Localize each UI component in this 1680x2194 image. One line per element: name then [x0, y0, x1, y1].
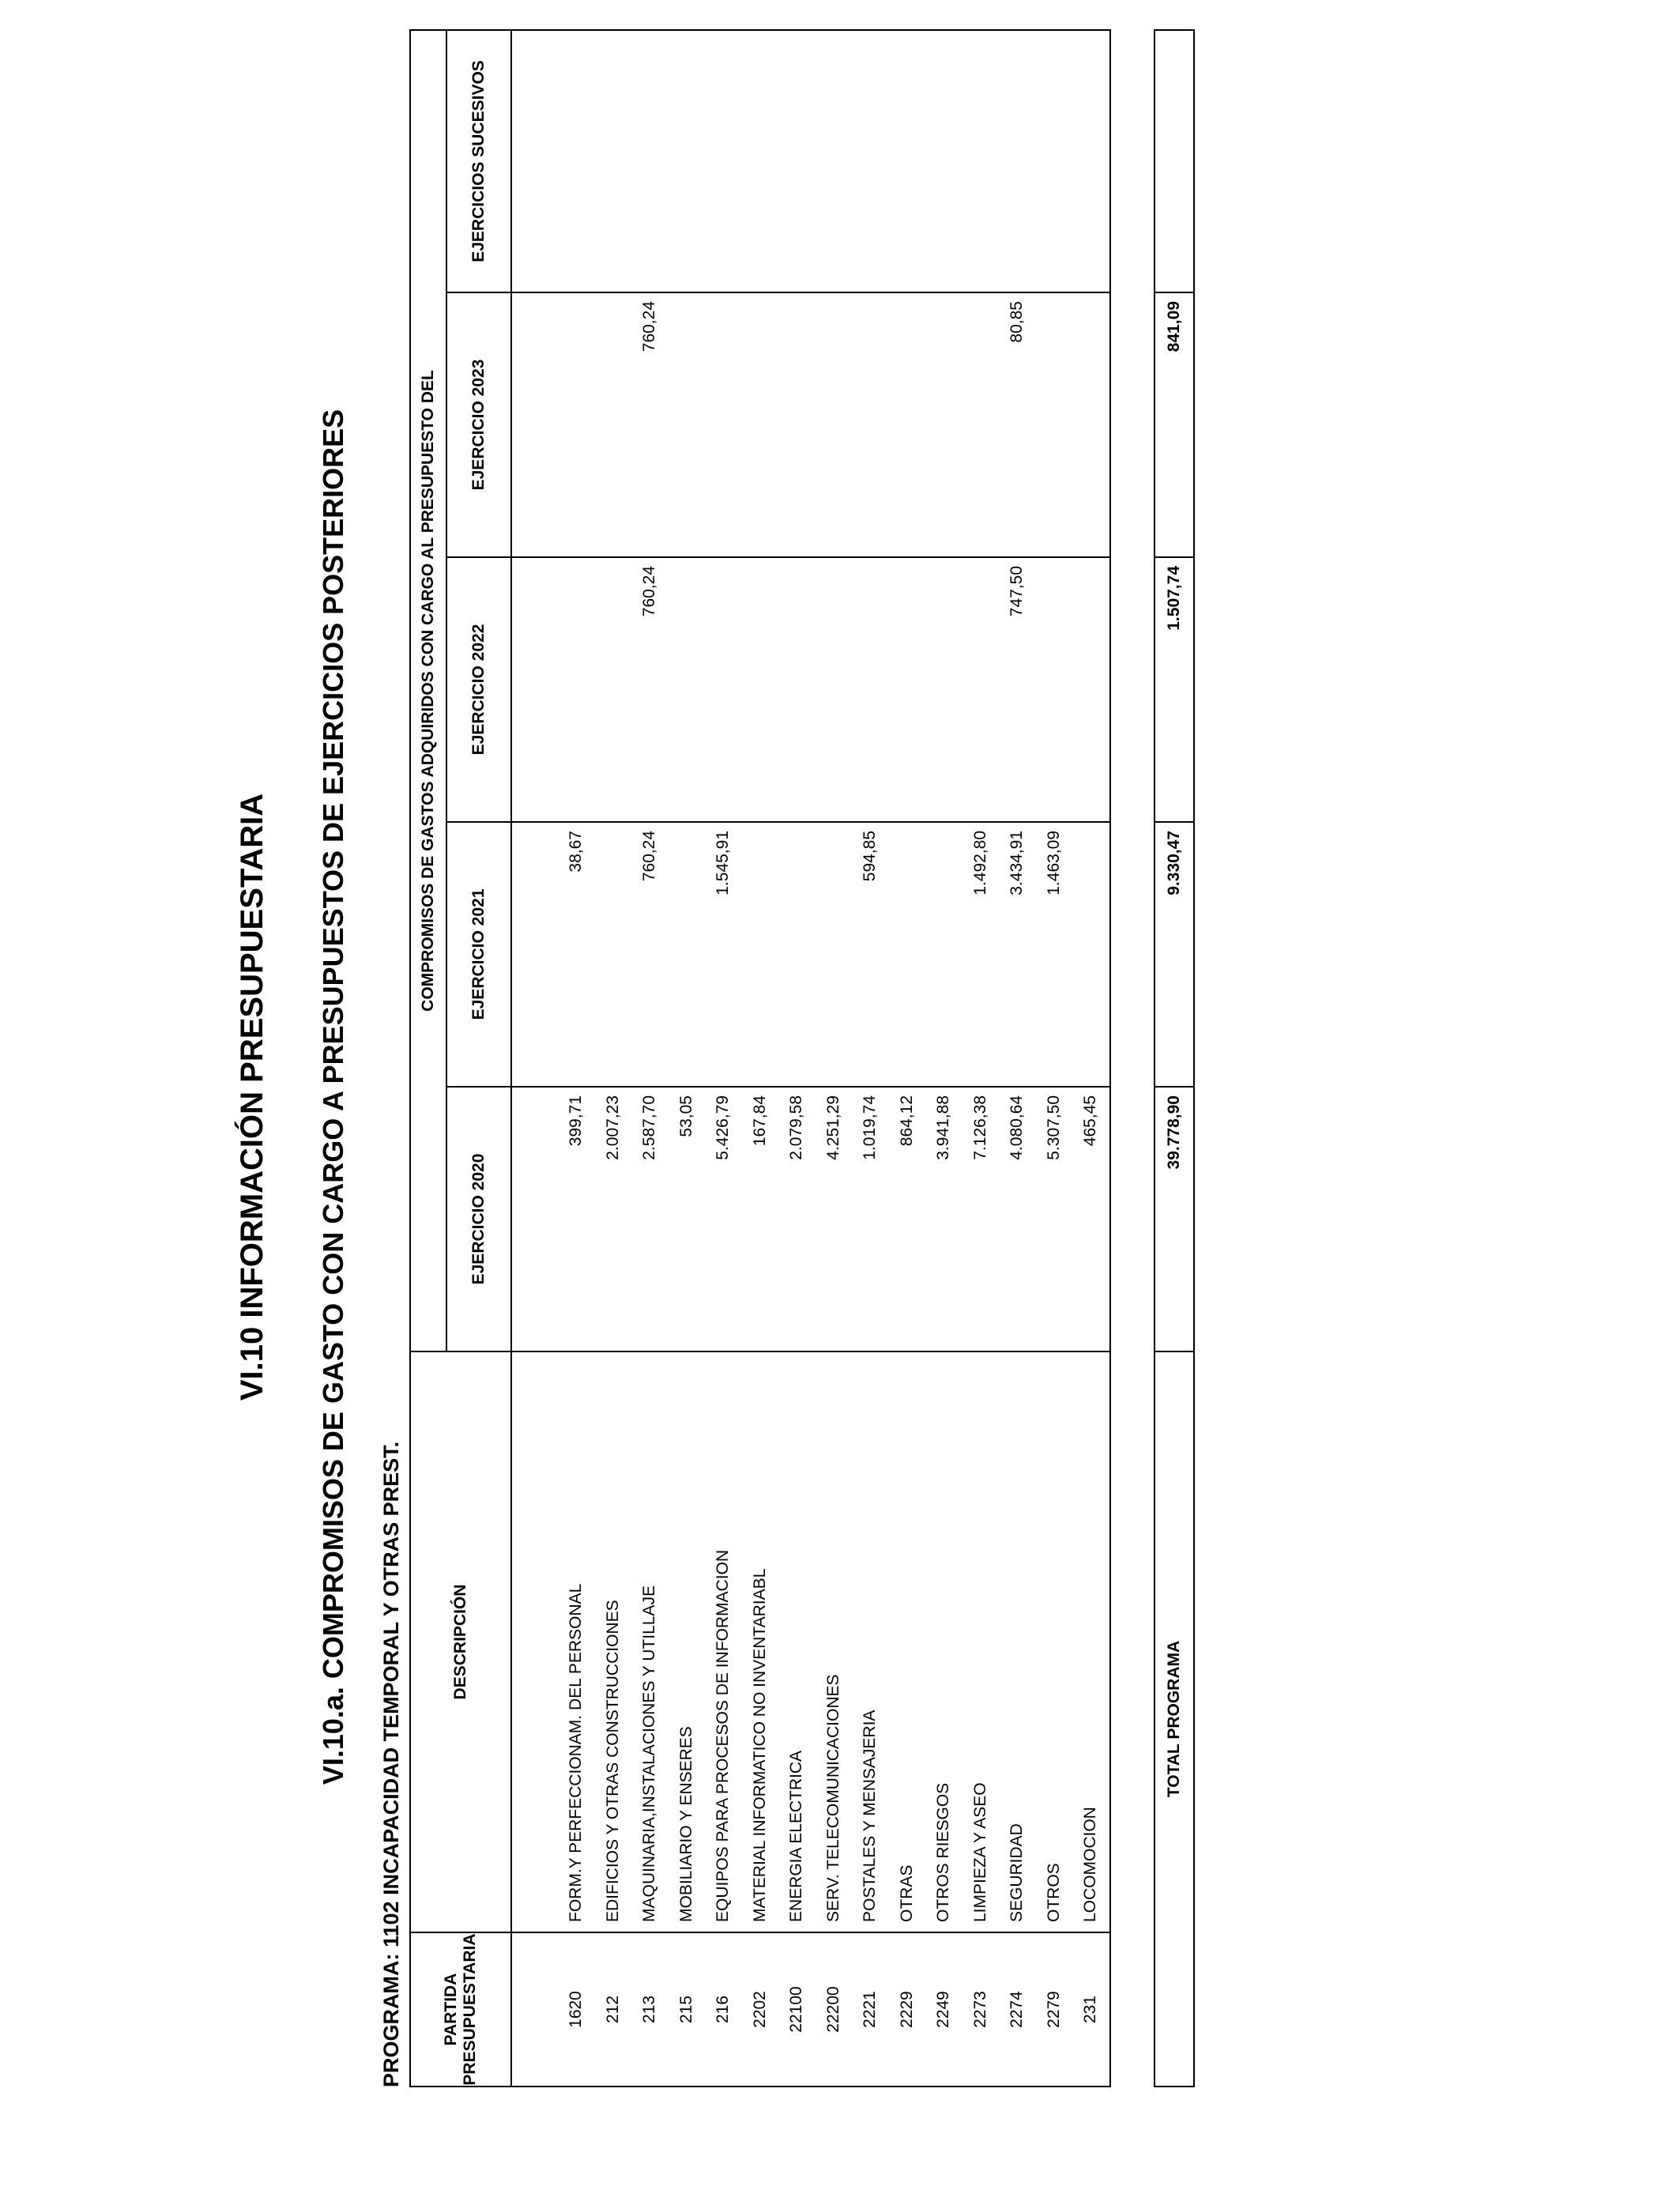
col-ej2023	[511, 292, 1110, 557]
cell-ej2022	[962, 558, 1000, 821]
total-sucesivos	[1155, 30, 1194, 292]
cell-ej2020: 7.126,38	[970, 1095, 989, 1160]
cell-descripcion: ENERGIA ELECTRICA	[787, 1750, 805, 1922]
cell-descripcion: MATERIAL INFORMATICO NO INVENTARIABL	[750, 1568, 769, 1922]
total-row	[1155, 30, 1194, 2087]
cell-sucesivos	[852, 31, 889, 292]
cell-descripcion: LOCOMOCION	[1081, 1807, 1099, 1922]
cell-sucesivos	[631, 31, 669, 292]
total-ej2022: 1.507,74	[1155, 557, 1194, 822]
cell-sucesivos	[558, 31, 595, 292]
cell-ej2022	[558, 558, 595, 821]
total-label: TOTAL PROGRAMA	[1155, 1351, 1194, 2087]
cell-ej2022	[852, 558, 889, 821]
total-ej2020: 39.778,90	[1155, 1087, 1194, 1351]
cell-ej2020: 864,12	[897, 1095, 916, 1147]
cell-sucesivos	[778, 31, 816, 292]
cell-ej2023	[705, 293, 742, 556]
cell-ej2023	[595, 293, 632, 556]
cell-descripcion: POSTALES Y MENSAJERIA	[861, 1710, 879, 1922]
cell-sucesivos	[999, 31, 1036, 292]
cell-descripcion: MOBILIARIO Y ENSERES	[676, 1726, 695, 1922]
cell-sucesivos	[595, 31, 632, 292]
cell-ej2021: 760,24	[640, 831, 658, 882]
cell-descripcion: EDIFICIOS Y OTRAS CONSTRUCCIONES	[603, 1600, 622, 1922]
cell-ej2020: 2.079,58	[787, 1095, 805, 1160]
cell-ej2023	[742, 293, 779, 556]
table-body-row	[511, 30, 1110, 2087]
cell-ej2021	[889, 823, 926, 1086]
cell-partida: 231	[1081, 1995, 1099, 2024]
cell-ej2020: 465,45	[1081, 1095, 1099, 1147]
cell-ej2022	[925, 558, 962, 821]
cell-ej2020: 4.251,29	[823, 1095, 842, 1160]
cell-sucesivos	[925, 31, 962, 292]
header-group: COMPROMISOS DE GASTOS ADQUIRIDOS CON CARGO AL PRESUPUESTO DEL	[410, 30, 446, 1351]
cell-ej2022	[669, 558, 706, 821]
cell-partida: 1620	[567, 1991, 585, 2028]
header-ej2021: EJERCICIO 2021	[446, 822, 511, 1087]
cell-ej2022: 747,50	[1008, 566, 1026, 617]
cell-ej2020: 167,84	[750, 1095, 769, 1147]
col-sucesivos	[511, 30, 1110, 292]
cell-ej2020: 2.587,70	[640, 1095, 658, 1160]
header-sucesivos: EJERCICIOS SUCESIVOS	[446, 30, 511, 292]
cell-ej2023	[1072, 293, 1109, 556]
cell-sucesivos	[669, 31, 706, 292]
total-ej2021: 9.330,47	[1155, 822, 1194, 1087]
cell-partida: 2229	[897, 1991, 916, 2028]
cell-ej2022	[889, 558, 926, 821]
col-partida	[511, 1932, 1110, 2087]
cell-descripcion: EQUIPOS PARA PROCESOS DE INFORMACION	[714, 1549, 732, 1922]
cell-ej2020: 4.080,64	[1008, 1095, 1026, 1160]
cell-descripcion: SERV. TELECOMUNICACIONES	[823, 1674, 842, 1922]
header-ej2023: EJERCICIO 2023	[446, 292, 511, 557]
cell-descripcion: MAQUINARIA,INSTALACIONES Y UTILLAJE	[640, 1585, 658, 1922]
cell-descripcion: LIMPIEZA Y ASEO	[970, 1782, 989, 1922]
header-row-top	[410, 30, 446, 2087]
cell-ej2023: 760,24	[640, 301, 658, 352]
budget-table	[409, 29, 1111, 2087]
cell-partida: 2202	[750, 1991, 769, 2028]
cell-ej2022	[705, 558, 742, 821]
cell-ej2021	[742, 823, 779, 1086]
header-ej2022: EJERCICIO 2022	[446, 557, 511, 822]
cell-ej2023	[962, 293, 1000, 556]
cell-sucesivos	[1072, 31, 1109, 292]
cell-ej2021: 3.434,91	[1008, 831, 1026, 895]
col-ej2021	[511, 822, 1110, 1087]
cell-ej2020: 1.019,74	[861, 1095, 879, 1160]
page-subtitle: VI.10.a. COMPROMISOS DE GASTO CON CARGO A PRESUPUESTOS DE EJERCICIOS POSTERIORES	[317, 409, 349, 1785]
cell-partida: 215	[676, 1995, 695, 2024]
programa-label: PROGRAMA: 1102 INCAPACIDAD TEMPORAL Y OTRAS PREST.	[379, 1441, 403, 2087]
cell-sucesivos	[962, 31, 1000, 292]
cell-ej2023	[889, 293, 926, 556]
cell-partida: 2274	[1008, 1991, 1026, 2028]
header-descripcion: DESCRIPCIÓN	[410, 1351, 511, 1932]
header-partida: PARTIDA PRESUPUESTARIA	[410, 1932, 511, 2087]
cell-ej2021	[669, 823, 706, 1086]
cell-partida: 216	[714, 1995, 732, 2024]
cell-ej2022	[742, 558, 779, 821]
cell-sucesivos	[816, 31, 853, 292]
cell-ej2020: 5.307,50	[1044, 1095, 1063, 1160]
cell-ej2023	[816, 293, 853, 556]
cell-partida: 22200	[823, 1986, 842, 2033]
cell-sucesivos	[705, 31, 742, 292]
cell-partida: 212	[603, 1995, 622, 2024]
cell-ej2022	[1036, 558, 1073, 821]
total-ej2023: 841,09	[1155, 292, 1194, 557]
cell-ej2022	[778, 558, 816, 821]
cell-descripcion: OTROS	[1044, 1863, 1063, 1922]
cell-ej2022	[1072, 558, 1109, 821]
cell-partida: 2279	[1044, 1991, 1063, 2028]
cell-ej2020: 3.941,88	[934, 1095, 952, 1160]
cell-partida: 2221	[861, 1991, 879, 2028]
cell-ej2021	[778, 823, 816, 1086]
cell-ej2023	[778, 293, 816, 556]
cell-descripcion: OTRAS	[897, 1864, 916, 1922]
cell-ej2023	[1036, 293, 1073, 556]
page-title: VI.10 INFORMACIÓN PRESUPUESTARIA	[235, 793, 269, 1401]
cell-partida: 2273	[970, 1991, 989, 2028]
cell-ej2021	[595, 823, 632, 1086]
header-ej2020: EJERCICIO 2020	[446, 1087, 511, 1351]
cell-ej2023	[558, 293, 595, 556]
total-table	[1154, 29, 1195, 2087]
cell-ej2023	[669, 293, 706, 556]
cell-ej2021	[925, 823, 962, 1086]
cell-partida: 213	[640, 1995, 658, 2024]
cell-descripcion: FORM.Y PERFECCIONAM. DEL PERSONAL	[567, 1583, 585, 1922]
cell-ej2022	[595, 558, 632, 821]
cell-partida: 2249	[934, 1991, 952, 2028]
cell-partida: 22100	[787, 1986, 805, 2033]
cell-descripcion: OTROS RIESGOS	[934, 1782, 952, 1922]
cell-ej2023	[852, 293, 889, 556]
cell-ej2022: 760,24	[640, 566, 658, 617]
cell-ej2021	[816, 823, 853, 1086]
cell-ej2022	[816, 558, 853, 821]
cell-ej2021: 1.492,80	[970, 831, 989, 895]
cell-ej2020: 399,71	[567, 1095, 585, 1147]
cell-sucesivos	[742, 31, 779, 292]
cell-ej2020: 2.007,23	[603, 1095, 622, 1160]
cell-sucesivos	[1036, 31, 1073, 292]
cell-ej2023: 80,85	[1008, 301, 1026, 343]
cell-ej2021: 1.545,91	[714, 831, 732, 895]
col-ej2022	[511, 557, 1110, 822]
cell-ej2020: 5.426,79	[714, 1095, 732, 1160]
col-ej2020	[511, 1087, 1110, 1351]
cell-ej2021	[1072, 823, 1109, 1086]
cell-ej2021: 38,67	[567, 831, 585, 873]
cell-sucesivos	[889, 31, 926, 292]
cell-ej2020: 53,05	[676, 1095, 695, 1137]
col-descripcion	[511, 1351, 1110, 1932]
cell-ej2023	[925, 293, 962, 556]
cell-descripcion: SEGURIDAD	[1008, 1823, 1026, 1922]
cell-ej2021: 1.463,09	[1044, 831, 1063, 895]
cell-ej2021: 594,85	[861, 831, 879, 882]
